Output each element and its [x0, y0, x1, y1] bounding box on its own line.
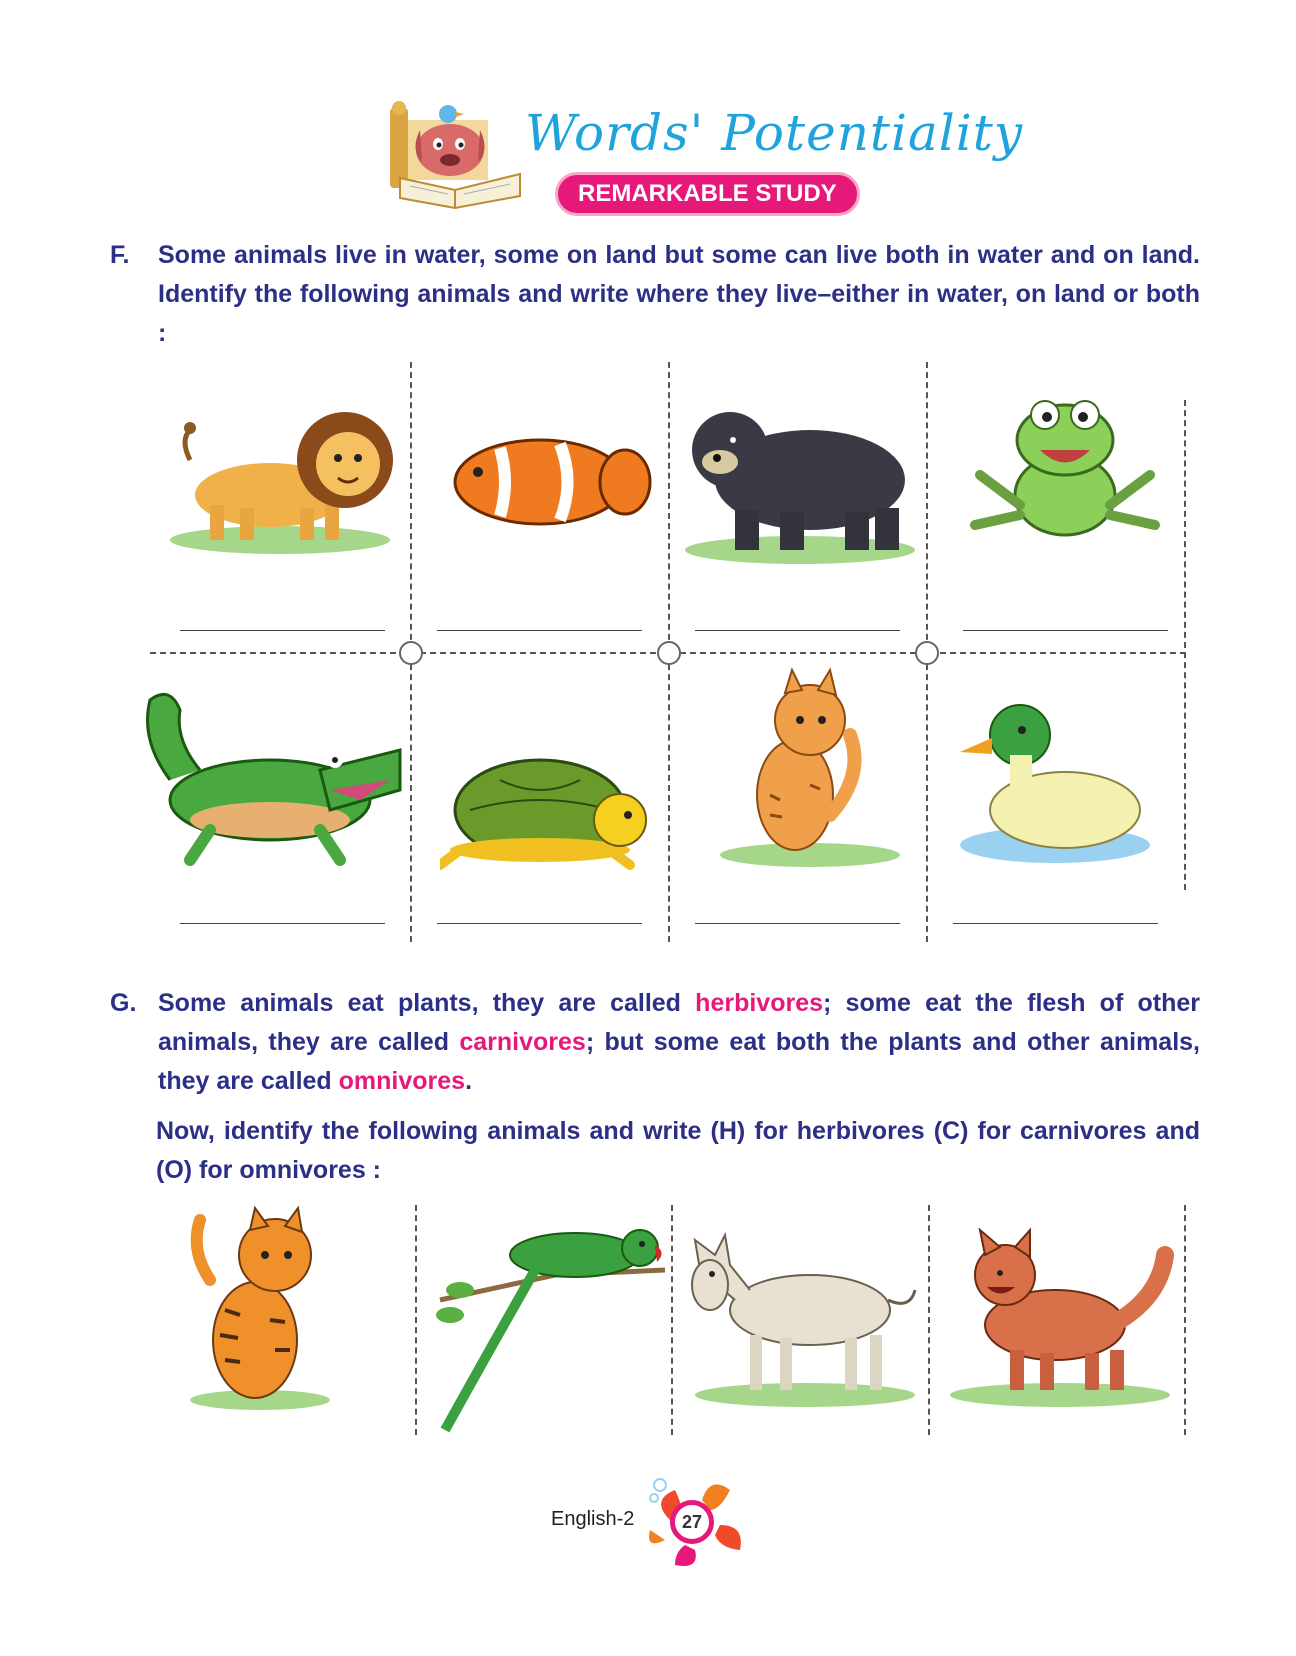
question-g-instruction-text: Now, identify the following animals and write (H) for herbivores (C) for carnivores and (O) for omnivores :	[156, 1117, 1200, 1184]
lion-icon	[160, 400, 405, 560]
bear-icon	[675, 400, 925, 570]
answer-line-frog[interactable]	[963, 630, 1168, 631]
tiger-icon	[180, 1200, 340, 1415]
question-g-text-part1: Some animals eat plants, they are called	[158, 989, 696, 1017]
frog-icon	[965, 385, 1165, 565]
dog-reading-book-icon	[380, 100, 530, 210]
term-carnivores: carnivores	[459, 1028, 586, 1056]
donkey-icon	[680, 1230, 925, 1410]
question-g	[110, 984, 1200, 1101]
term-herbivores: herbivores	[695, 989, 824, 1017]
joint-circle	[657, 641, 681, 665]
duck-icon	[950, 690, 1160, 870]
book-name: English-2	[551, 1508, 635, 1530]
answer-line-tortoise[interactable]	[437, 923, 642, 924]
answer-line-crocodile[interactable]	[180, 923, 385, 924]
crocodile-icon	[130, 680, 410, 870]
question-g-text-part3: ; but some eat both the plants and other animals, they are called	[158, 1028, 1200, 1095]
page-header	[380, 100, 1024, 210]
joint-circle	[915, 641, 939, 665]
question-f-label: F.	[110, 241, 130, 269]
question-f-text: Some animals live in water, some on land but some can live both in water and on land. Identify the following animals and write where they live–either in water, on land or both :	[158, 241, 1200, 347]
divider-v1	[415, 1205, 417, 1435]
parrot-icon	[435, 1220, 670, 1435]
page-number: 27	[670, 1500, 714, 1544]
question-g-text	[158, 984, 1200, 1101]
term-omnivores: omnivores	[338, 1067, 466, 1095]
answer-line-fish[interactable]	[437, 630, 642, 631]
divider-v4	[1184, 400, 1186, 890]
question-g-instruction	[110, 1112, 1200, 1190]
divider-v2	[671, 1205, 673, 1435]
answer-line-bear[interactable]	[695, 630, 900, 631]
answer-line-duck[interactable]	[953, 923, 1158, 924]
divider-v4	[1184, 1205, 1186, 1435]
question-g-label: G.	[110, 989, 137, 1017]
answer-line-cat[interactable]	[695, 923, 900, 924]
cat-icon	[700, 665, 910, 875]
subtitle-badge: REMARKABLE STUDY	[555, 172, 860, 216]
fox-icon	[945, 1225, 1180, 1415]
question-g-text-part2: ; some eat the flesh of other animals, they are called	[158, 989, 1200, 1056]
joint-circle	[399, 641, 423, 665]
tortoise-icon	[440, 740, 660, 870]
page-title: Words' Potentiality	[525, 104, 1024, 162]
question-g-text-part4: .	[465, 1067, 473, 1095]
question-f	[110, 236, 1200, 353]
fish-icon	[440, 420, 660, 540]
answer-line-lion[interactable]	[180, 630, 385, 631]
divider-v3	[928, 1205, 930, 1435]
